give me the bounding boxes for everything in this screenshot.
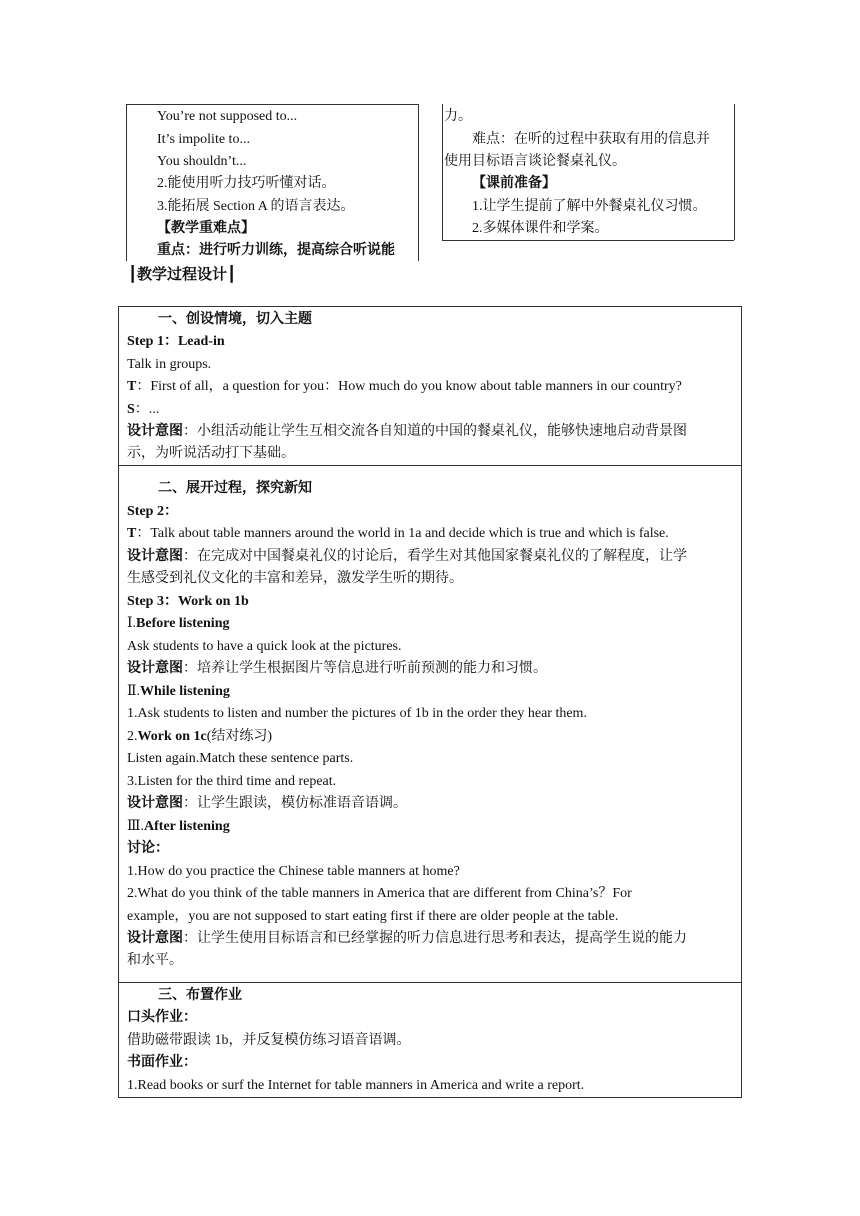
question-line: 1.How do you practice the Chinese table manners at home? [127,864,460,879]
teacher-label: T [127,526,137,541]
design-intent-label: 设计意图 [127,549,183,564]
stage-title [127,683,230,701]
objective-line: 2.能使用听力技巧听懂对话。 [157,176,336,191]
activity-line: 1.Ask students to listen and number the pictures of 1b in the order they hear them. [127,706,587,721]
activity-line: Listen again.Match these sentence parts. [127,751,354,766]
design-intent-text: ：小组活动能让学生互相交流各自知道的中国的餐桌礼仪，能够快速地启动背景图 [183,424,687,439]
table-row-divider [118,465,741,466]
homework-line: 1.Read books or surf the Internet for table manners in America and write a report. [127,1078,585,1093]
design-intent-text: ：培养让学生根据图片等信息进行听前预测的能力和习惯。 [183,661,547,676]
stage-prefix: Ⅲ. [127,819,145,834]
section-title: 二、展开过程，探究新知 [158,481,312,496]
step-title: Step 2： [127,504,178,519]
teacher-label: T [127,379,137,394]
design-intent-line [127,548,687,566]
section-heading: ┃教学过程设计┃ [128,267,237,283]
activity-line [127,728,272,746]
design-intent-label: 设计意图 [127,424,183,439]
stage-title [127,615,230,633]
design-intent-label: 设计意图 [127,931,183,946]
phrase-line: You’re not supposed to... [157,109,298,124]
column-border-top [126,104,418,105]
difficulty-line: 难点：在听的过程中获取有用的信息并 [472,132,710,147]
step-title: Step 1：Lead-in [127,334,225,349]
stage-label: While listening [140,684,230,699]
design-intent-line [127,660,547,678]
design-intent-line: 示，为听说活动打下基础。 [127,446,295,461]
design-intent-text: ：让学生跟读，模仿标准语音语调。 [183,796,407,811]
teacher-line [127,525,669,543]
homework-label: 书面作业： [127,1055,197,1070]
key-points-heading: 【教学重难点】 [157,221,255,236]
activity-prefix: 2. [127,729,138,744]
student-text: ：... [134,402,160,417]
step-title: Step 3：Work on 1b [127,594,249,609]
activity-line: 3.Listen for the third time and repeat. [127,774,337,789]
column-border-right [418,104,419,261]
preparation-heading: 【课前准备】 [472,176,556,191]
student-line [127,401,159,419]
phrase-line: You shouldn’t... [157,154,247,169]
activity-suffix: (结对练习) [206,729,273,744]
column-border-left [442,104,443,240]
stage-prefix: Ⅱ. [127,684,141,699]
section-title: 三、布置作业 [158,988,242,1003]
column-border-right [734,104,735,240]
question-line: example，you are not supposed to start eating first if there are older people at the table. [127,909,619,924]
stage-label: After listening [144,819,230,834]
discussion-label: 讨论： [127,841,169,856]
difficulty-line: 使用目标语言谈论餐桌礼仪。 [444,154,626,169]
question-line: 2.What do you think of the table manners in America that are different from China’s？For [127,886,632,901]
homework-label: 口头作业： [127,1010,197,1025]
design-intent-line [127,423,687,441]
column-border-left [126,104,127,261]
activity-line: Ask students to have a quick look at the pictures. [127,639,402,654]
design-intent-text: ：让学生使用目标语言和已经掌握的听力信息进行思考和表达，提高学生说的能力 [183,931,687,946]
design-intent-text: ：在完成对中国餐桌礼仪的讨论后，看学生对其他国家餐桌礼仪的了解程度，让学 [183,549,687,564]
design-intent-label: 设计意图 [127,661,183,676]
preparation-line: 1.让学生提前了解中外餐桌礼仪习惯。 [472,199,707,214]
key-point-continuation: 力。 [444,109,472,124]
key-point-line: 重点：进行听力训练，提高综合听说能 [157,243,395,258]
column-border-bottom [442,240,734,241]
design-intent-line: 生感受到礼仪文化的丰富和差异，激发学生听的期待。 [127,571,463,586]
objective-line: 3.能拓展 Section A 的语言表达。 [157,199,355,214]
design-intent-line [127,795,407,813]
homework-line: 借助磁带跟读 1b，并反复模仿练习语音语调。 [127,1033,411,1048]
teacher-text: ：First of all，a question for you：How much do you know about table manners in our country? [136,379,682,394]
activity-line: Talk in groups. [127,357,212,372]
activity-label: Work on 1c [137,729,207,744]
preparation-line: 2.多媒体课件和学案。 [472,221,609,236]
phrase-line: It’s impolite to... [157,132,250,147]
section-title: 一、创设情境，切入主题 [158,312,312,327]
design-intent-line: 和水平。 [127,953,183,968]
stage-prefix: Ⅰ. [127,616,137,631]
design-intent-line [127,930,687,948]
table-row-divider [118,982,741,983]
stage-label: Before listening [136,616,230,631]
teacher-text: ：Talk about table manners around the world in 1a and decide which is true and which is false. [136,526,669,541]
student-label: S [127,402,135,417]
stage-title [127,818,230,836]
design-intent-label: 设计意图 [127,796,183,811]
teacher-line [127,378,682,396]
